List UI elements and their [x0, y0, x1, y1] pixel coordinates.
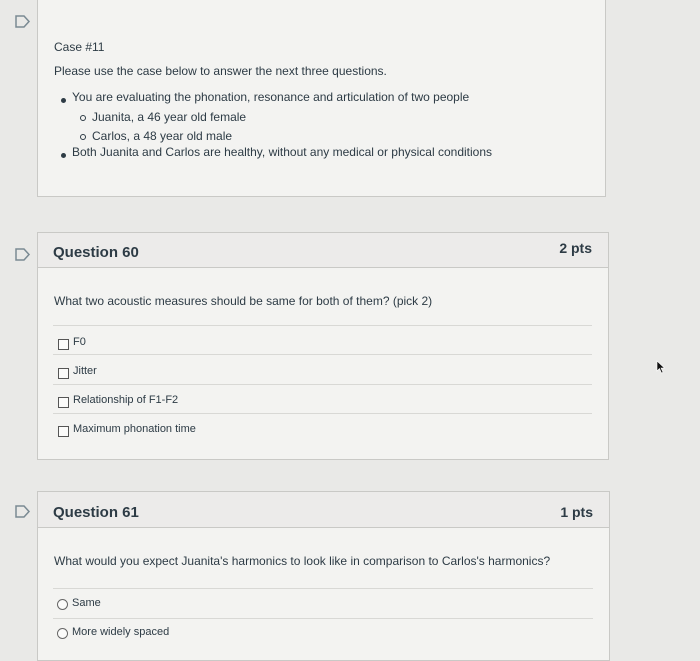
flag-question-61-icon[interactable] — [15, 505, 31, 518]
question-60-prompt: What two acoustic measures should be same for both of them? (pick 2) — [54, 294, 433, 308]
divider — [53, 384, 592, 385]
question-60-points: 2 pts — [559, 240, 592, 256]
bullet-dot — [61, 153, 66, 158]
mouse-cursor-icon — [656, 360, 666, 379]
question-61-title: Question 61 — [53, 504, 139, 521]
case-bullet-2: Both Juanita and Carlos are healthy, without any medical or physical conditions — [72, 145, 493, 159]
sub-bullet-circle — [80, 134, 86, 140]
flag-question-icon[interactable] — [15, 15, 31, 28]
question-61-prompt: What would you expect Juanita's harmonics to look like in comparison to Carlos's harmonics? — [54, 554, 551, 568]
question-60-card — [37, 232, 609, 460]
divider — [53, 354, 592, 355]
case-bullet-1: You are evaluating the phonation, resonance and articulation of two people — [72, 90, 470, 104]
option-f0-label[interactable]: F0 — [73, 336, 86, 348]
option-jitter-label[interactable]: Jitter — [73, 365, 97, 377]
divider — [53, 588, 593, 589]
divider — [53, 413, 592, 414]
bullet-dot — [61, 98, 66, 103]
option-same-label[interactable]: Same — [72, 597, 101, 609]
sub-bullet-circle — [80, 115, 86, 121]
question-60-title: Question 60 — [53, 244, 139, 261]
question-61-header — [38, 492, 609, 528]
case-card — [37, 0, 606, 197]
case-intro: Please use the case below to answer the next three questions. — [54, 64, 387, 78]
case-sub-bullet-2: Carlos, a 48 year old male — [92, 129, 233, 143]
option-f1-f2-checkbox[interactable] — [58, 397, 69, 408]
option-more-widely-spaced-radio[interactable] — [57, 628, 68, 639]
option-same-radio[interactable] — [57, 599, 68, 610]
option-mpt-checkbox[interactable] — [58, 426, 69, 437]
option-f1-f2-label[interactable]: Relationship of F1-F2 — [73, 394, 179, 406]
option-more-widely-spaced-label[interactable]: More widely spaced — [72, 626, 170, 638]
question-61-points: 1 pts — [560, 504, 593, 520]
option-mpt-label[interactable]: Maximum phonation time — [73, 423, 196, 435]
divider — [53, 618, 593, 619]
divider — [53, 325, 592, 326]
question-60-header — [38, 233, 608, 268]
case-title: Case #11 — [54, 40, 105, 54]
option-jitter-checkbox[interactable] — [58, 368, 69, 379]
option-f0-checkbox[interactable] — [58, 339, 69, 350]
flag-question-60-icon[interactable] — [15, 248, 31, 261]
question-61-card — [37, 491, 610, 661]
case-sub-bullet-1: Juanita, a 46 year old female — [92, 110, 247, 124]
